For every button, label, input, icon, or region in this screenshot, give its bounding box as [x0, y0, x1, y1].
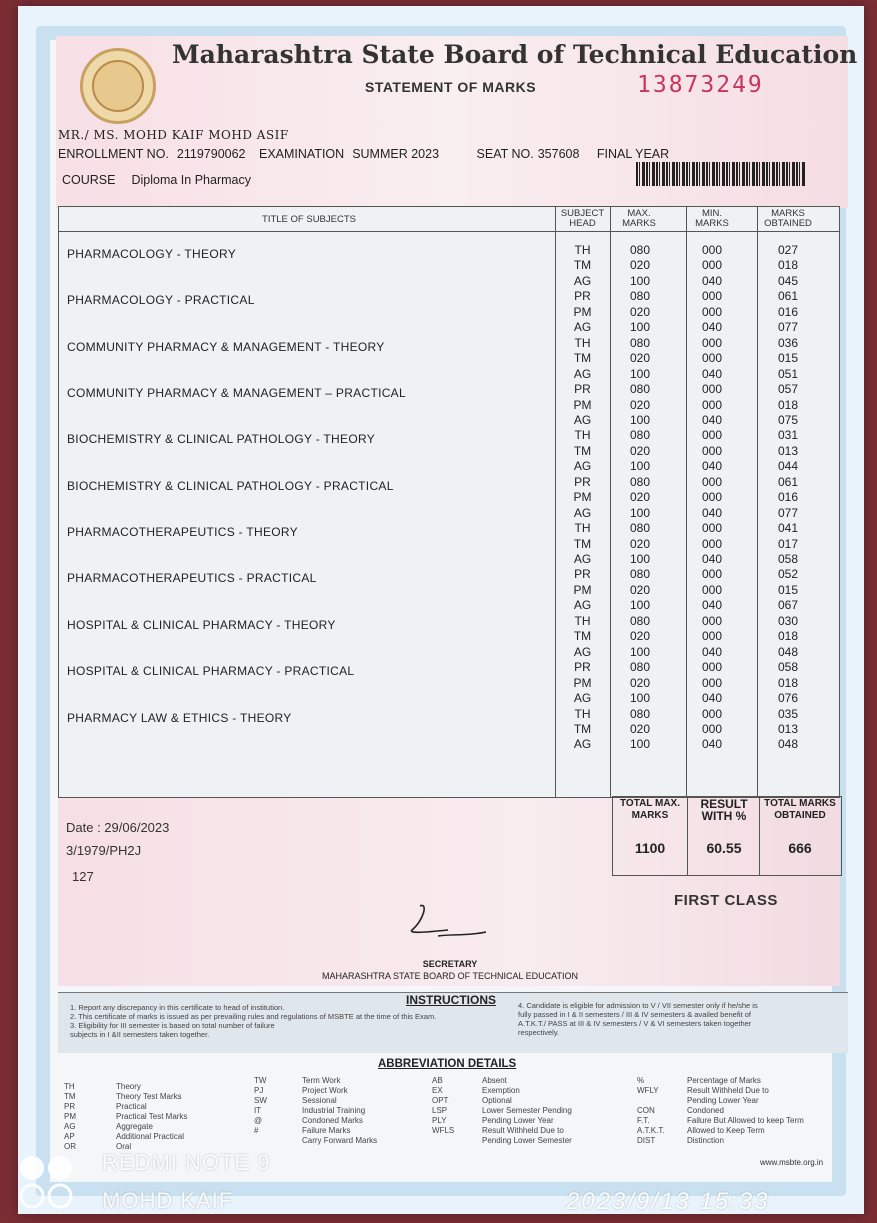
timestamp-watermark: 2023/9/13 15:33	[566, 1188, 770, 1215]
min-marks-cell: 000	[701, 490, 723, 505]
max-marks-cell: 080	[629, 706, 651, 721]
obtained-marks-cell: 013	[777, 443, 799, 458]
board-website: www.msbte.org.in	[760, 1158, 824, 1167]
result-label: RESULT WITH %	[700, 797, 748, 823]
subject-title: PHARMACOTHERAPEUTICS - THEORY	[67, 525, 298, 540]
abbr-meanings-4: Percentage of Marks Result Withheld Due to Pending Lower Year Condoned Failure But Allowed to keep Term Allowed to Keep Term Distinction	[687, 1076, 804, 1145]
board-title: Maharashtra State Board of Technical Education	[172, 40, 858, 69]
subject-title: COMMUNITY PHARMACY & MANAGEMENT - THEORY	[67, 339, 385, 354]
year-value: FINAL YEAR	[596, 147, 670, 161]
min-marks-cell: 000	[701, 335, 723, 350]
subject-title: COMMUNITY PHARMACY & MANAGEMENT – PRACTICAL	[67, 386, 406, 401]
subject-head-cell: PR	[574, 382, 591, 397]
obtained-marks-cell: 058	[777, 660, 799, 675]
max-marks-cell: 100	[629, 505, 651, 520]
max-marks-cell: 020	[629, 721, 651, 736]
statement-title: STATEMENT OF MARKS	[365, 79, 537, 95]
min-marks-cell: 000	[701, 706, 723, 721]
subject-head-cell: AG	[573, 320, 592, 335]
subject-head-cell: TM	[573, 721, 592, 736]
header-min: MIN. MARKS	[695, 208, 729, 229]
subject-head-cell: PR	[574, 660, 591, 675]
total-max-value: 1100	[634, 840, 666, 856]
subject-head-cell: TM	[573, 258, 592, 273]
max-marks-cell: 080	[629, 335, 651, 350]
abbr-meanings-1: Theory Theory Test Marks Practical Practical Test Marks Aggregate Additional Practical Oral	[116, 1082, 188, 1151]
camera-watermark-logo-icon	[16, 1154, 80, 1210]
obtained-marks-cell: 051	[777, 366, 799, 381]
abbr-meanings-2: Term Work Project Work Sessional Industrial Training Condoned Marks Failure Marks Carry Forward Marks	[302, 1076, 378, 1145]
subject-head-cell: TM	[573, 443, 592, 458]
board-caption: MAHARASHTRA STATE BOARD OF TECHNICAL EDUCATION	[321, 971, 579, 981]
obtained-marks-cell: 067	[777, 598, 799, 613]
examination-value: SUMMER 2023	[352, 147, 440, 161]
min-marks-cell: 000	[701, 304, 723, 319]
min-marks-cell: 040	[701, 366, 723, 381]
subject-title: BIOCHEMISTRY & CLINICAL PATHOLOGY - PRACTICAL	[67, 478, 394, 493]
subject-head-cell: TH	[574, 613, 591, 628]
obtained-marks-cell: 057	[777, 382, 799, 397]
subject-head-cell: PR	[574, 474, 591, 489]
max-marks-cell: 020	[629, 582, 651, 597]
subject-head-cell: TH	[574, 521, 591, 536]
max-marks-cell: 020	[629, 536, 651, 551]
board-seal-icon	[80, 48, 156, 124]
subject-head-cell: TM	[573, 351, 592, 366]
obtained-marks-cell: 061	[777, 474, 799, 489]
min-marks-cell: 000	[701, 613, 723, 628]
obtained-marks-cell: 048	[777, 644, 799, 659]
enrollment-label: ENROLLMENT NO.	[58, 147, 169, 161]
subject-head-cell: PM	[573, 397, 592, 412]
max-marks-cell: 100	[629, 644, 651, 659]
min-marks-cell: 040	[701, 644, 723, 659]
total-obtained-value: 666	[788, 840, 812, 856]
min-marks-cell: 040	[701, 552, 723, 566]
min-marks-cell: 040	[701, 412, 723, 427]
min-marks-cell: 000	[701, 258, 723, 273]
result-class: FIRST CLASS	[674, 892, 778, 909]
subject-title: PHARMACY LAW & ETHICS - THEORY	[67, 710, 292, 725]
issue-date: Date : 29/06/2023	[66, 820, 170, 835]
subject-title: PHARMACOLOGY - PRACTICAL	[67, 293, 255, 308]
min-marks-cell: 000	[701, 351, 723, 366]
obtained-marks-cell: 077	[777, 320, 799, 335]
course-line	[62, 173, 251, 187]
subject-head-cell: AG	[573, 691, 592, 706]
seat-number: 357608	[537, 147, 580, 161]
obtained-marks-cell: 048	[777, 737, 799, 752]
abbr-codes-3: AB EX OPT LSP PLY WFLS	[432, 1076, 455, 1135]
obtained-marks-cell: 027	[777, 243, 799, 257]
min-marks-cell: 000	[701, 660, 723, 675]
min-marks-cell: 000	[701, 629, 723, 644]
subject-head-cell: AG	[573, 273, 592, 288]
obtained-marks-cell: 030	[777, 613, 799, 628]
min-marks-cell: 040	[701, 598, 723, 613]
obtained-marks-cell: 077	[777, 505, 799, 520]
max-marks-cell: 100	[629, 598, 651, 613]
subject-head-cell: AG	[573, 598, 592, 613]
obtained-marks-cell: 017	[777, 536, 799, 551]
abbreviations-title: ABBREVIATION DETAILS	[378, 1058, 517, 1070]
subject-title: PHARMACOLOGY - THEORY	[67, 247, 237, 261]
header-max: MAX. MARKS	[622, 208, 656, 229]
obtained-marks-cell: 018	[777, 675, 799, 690]
result-value: 60.55	[706, 840, 742, 856]
secretary-signature-icon	[398, 900, 488, 944]
max-marks-cell: 020	[629, 490, 651, 505]
subject-head-cell: AG	[573, 459, 592, 474]
min-marks-cell: 000	[701, 567, 723, 582]
obtained-marks-cell: 013	[777, 721, 799, 736]
min-marks-cell: 040	[701, 273, 723, 288]
min-marks-cell: 000	[701, 474, 723, 489]
secretary-title: SECRETARY	[422, 959, 478, 969]
seat-label: SEAT NO.	[476, 147, 534, 161]
student-name: MR./ MS. MOHD KAIF MOHD ASIF	[58, 128, 289, 142]
abbr-codes-1: TH TM PR PM AG AP OR	[64, 1082, 76, 1151]
device-watermark: REDMI NOTE 9	[102, 1150, 271, 1175]
reference-code: 3/1979/PH2J	[66, 843, 142, 858]
obtained-marks-cell: 075	[777, 412, 799, 427]
min-marks-cell: 000	[701, 428, 723, 443]
instructions-right: 4. Candidate is eligible for admission to V / VII semester only if he/she is fully passed in I & II semesters / III & IV semesters & availed benefit of A.T.K.T./ PASS at III & IV semesters / V & VI semesters taken together respectively.	[518, 1001, 758, 1037]
secretary-block	[300, 958, 600, 982]
subject-head-cell: PM	[573, 675, 592, 690]
subject-head-cell: TM	[573, 629, 592, 644]
min-marks-cell: 000	[701, 521, 723, 536]
course-label: COURSE	[62, 173, 116, 187]
max-marks-cell: 080	[629, 567, 651, 582]
max-marks-cell: 100	[629, 737, 651, 752]
subject-head-cell: PR	[574, 567, 591, 582]
min-marks-cell: 040	[701, 505, 723, 520]
min-marks-cell: 000	[701, 397, 723, 412]
abbr-codes-4: % WFLY CON F.T. A.T.K.T. DIST	[637, 1076, 665, 1145]
obtained-marks-cell: 018	[777, 397, 799, 412]
max-marks-cell: 100	[629, 552, 651, 566]
min-marks-cell: 040	[701, 737, 723, 752]
subject-head-cell: TH	[574, 335, 591, 350]
min-marks-cell: 040	[701, 691, 723, 706]
obtained-marks-cell: 035	[777, 706, 799, 721]
obtained-marks-cell: 018	[777, 629, 799, 644]
subject-head-cell: PM	[573, 582, 592, 597]
subject-head-cell: AG	[573, 412, 592, 427]
max-marks-cell: 080	[629, 428, 651, 443]
header-subject-head: SUBJECT HEAD	[560, 208, 605, 229]
max-marks-cell: 080	[629, 474, 651, 489]
subject-head-cell: TH	[574, 706, 591, 721]
min-marks-cell: 000	[701, 289, 723, 304]
obtained-marks-cell: 058	[777, 552, 799, 566]
subject-head-cell: AG	[573, 552, 592, 566]
max-marks-cell: 100	[629, 691, 651, 706]
min-marks-cell: 000	[701, 382, 723, 397]
subject-head-cell: TH	[574, 428, 591, 443]
subject-head-cell: TM	[573, 536, 592, 551]
max-marks-cell: 020	[629, 304, 651, 319]
marks-table	[58, 206, 840, 798]
max-marks-cell: 020	[629, 397, 651, 412]
examination-label: EXAMINATION	[258, 147, 345, 161]
obtained-marks-cell: 045	[777, 273, 799, 288]
obtained-marks-cell: 015	[777, 582, 799, 597]
subject-title: HOSPITAL & CLINICAL PHARMACY - PRACTICAL	[67, 664, 355, 679]
min-marks-cell: 000	[701, 675, 723, 690]
instructions-title: INSTRUCTIONS	[406, 993, 496, 1007]
max-marks-cell: 020	[629, 443, 651, 458]
max-marks-cell: 080	[629, 382, 651, 397]
course-value: Diploma In Pharmacy	[131, 173, 251, 187]
min-marks-cell: 000	[701, 443, 723, 458]
serial-number: 127	[72, 869, 94, 884]
subject-head-cell: PR	[574, 289, 591, 304]
max-marks-cell: 080	[629, 289, 651, 304]
subject-title: BIOCHEMISTRY & CLINICAL PATHOLOGY - THEORY	[67, 432, 376, 447]
max-marks-cell: 080	[629, 613, 651, 628]
subject-head-cell: AG	[573, 366, 592, 381]
abbr-codes-2: TW PJ SW IT @ #	[254, 1076, 267, 1135]
max-marks-cell: 100	[629, 366, 651, 381]
subject-head-cell: AG	[573, 644, 592, 659]
barcode-icon	[636, 162, 806, 186]
obtained-marks-cell: 044	[777, 459, 799, 474]
subject-head-cell: AG	[573, 737, 592, 752]
obtained-marks-cell: 018	[777, 258, 799, 273]
max-marks-cell: 100	[629, 412, 651, 427]
min-marks-cell: 040	[701, 459, 723, 474]
max-marks-cell: 020	[629, 629, 651, 644]
max-marks-cell: 080	[629, 521, 651, 536]
min-marks-cell: 000	[701, 536, 723, 551]
max-marks-cell: 020	[629, 258, 651, 273]
min-marks-cell: 040	[701, 320, 723, 335]
obtained-marks-cell: 036	[777, 335, 799, 350]
enrollment-line	[58, 147, 669, 161]
max-marks-cell: 020	[629, 675, 651, 690]
owner-watermark: MOHD KAIF	[102, 1188, 234, 1213]
min-marks-cell: 000	[701, 243, 723, 257]
max-marks-cell: 100	[629, 320, 651, 335]
instructions-panel	[58, 992, 848, 1053]
subject-head-cell: TH	[574, 243, 591, 257]
obtained-marks-cell: 041	[777, 521, 799, 536]
subject-title: HOSPITAL & CLINICAL PHARMACY - THEORY	[67, 617, 336, 632]
abbr-meanings-3: Absent Exemption Optional Lower Semester Pending Pending Lower Year Result Withheld Due to Pending Lower Semester	[482, 1076, 572, 1145]
certificate-number: 13873249	[637, 72, 764, 98]
header-title: TITLE OF SUBJECTS	[262, 214, 356, 225]
obtained-marks-cell: 076	[777, 691, 799, 706]
subject-head-cell: PM	[573, 304, 592, 319]
min-marks-cell: 000	[701, 721, 723, 736]
obtained-marks-cell: 061	[777, 289, 799, 304]
subject-title: PHARMACOTHERAPEUTICS - PRACTICAL	[67, 571, 317, 586]
max-marks-cell: 080	[629, 243, 651, 257]
obtained-marks-cell: 016	[777, 490, 799, 505]
instructions-left: 1. Report any discrepancy in this certificate to head of institution. 2. This certificate of marks is issued as per prevailing rules and regulations of MSBTE at the time of this Exam. 3. Eligibility for III semester is based on total number of failure subjects in I &II semesters taken together.	[70, 1003, 437, 1039]
max-marks-cell: 080	[629, 660, 651, 675]
subject-head-cell: PM	[573, 490, 592, 505]
max-marks-cell: 100	[629, 273, 651, 288]
max-marks-cell: 100	[629, 459, 651, 474]
obtained-marks-cell: 031	[777, 428, 799, 443]
enrollment-number: 2119790062	[176, 147, 246, 161]
obtained-marks-cell: 052	[777, 567, 799, 582]
total-obtained-label: TOTAL MARKS OBTAINED	[764, 798, 836, 821]
subject-head-cell: AG	[573, 505, 592, 520]
total-max-label: TOTAL MAX. MARKS	[620, 798, 680, 821]
min-marks-cell: 000	[701, 582, 723, 597]
max-marks-cell: 020	[629, 351, 651, 366]
header-obtained: MARKS OBTAINED	[764, 208, 812, 229]
obtained-marks-cell: 015	[777, 351, 799, 366]
obtained-marks-cell: 016	[777, 304, 799, 319]
